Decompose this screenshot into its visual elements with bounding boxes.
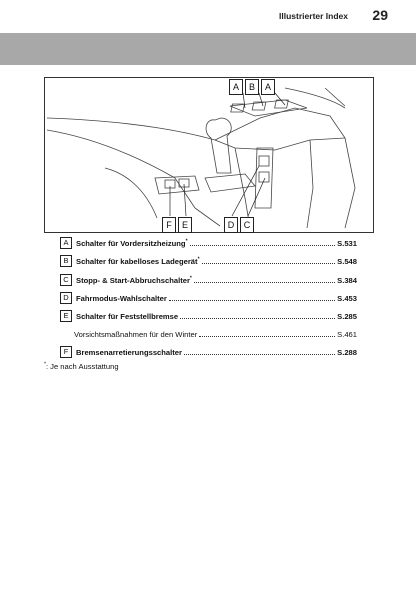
entry-letter: D	[60, 292, 72, 304]
leader-dots	[169, 299, 335, 301]
index-entry[interactable]	[60, 274, 357, 286]
callout-top-1: A	[229, 79, 243, 95]
index-entry[interactable]	[60, 255, 357, 267]
entry-label: Schalter für kabelloses Ladegerät	[76, 256, 198, 266]
index-entry[interactable]	[60, 346, 357, 358]
index-entry[interactable]	[60, 310, 357, 322]
footnote-marker: *	[189, 274, 192, 281]
section-band	[0, 33, 416, 65]
footnote-text: : Je nach Ausstattung	[45, 362, 119, 371]
footnote-marker: *	[44, 361, 46, 368]
callout-bottom-left-2: E	[178, 217, 192, 233]
entry-label: Schalter für Vordersitzheizung	[76, 238, 186, 248]
footnote	[44, 362, 119, 371]
leader-dots	[180, 317, 335, 319]
index-entry[interactable]	[60, 292, 357, 304]
leader-dots	[194, 281, 335, 283]
entry-page-ref[interactable]: S.384	[337, 275, 357, 285]
index-subentry[interactable]	[74, 328, 357, 340]
console-line-drawing	[45, 78, 375, 234]
entry-letter: F	[60, 346, 72, 358]
leader-dots	[184, 353, 335, 355]
entry-page-ref[interactable]: S.461	[337, 329, 357, 339]
entry-page-ref[interactable]: S.531	[337, 238, 357, 248]
center-console-illustration	[44, 77, 374, 233]
entry-label: Fahrmodus-Wahlschalter	[76, 293, 167, 303]
footnote-marker: *	[185, 237, 188, 244]
callout-bottom-left-1: F	[162, 217, 176, 233]
leader-dots	[190, 244, 336, 246]
leader-dots	[199, 335, 335, 337]
entry-page-ref[interactable]: S.453	[337, 293, 357, 303]
entry-page-ref[interactable]: S.288	[337, 347, 357, 357]
entry-letter: C	[60, 274, 72, 286]
callout-bottom-right-2: C	[240, 217, 254, 233]
entry-page-ref[interactable]: S.548	[337, 256, 357, 266]
entry-label: Schalter für Feststellbremse	[76, 311, 179, 321]
entry-letter: B	[60, 255, 72, 267]
callout-bottom-right-1: D	[224, 217, 238, 233]
page-number: 29	[372, 7, 388, 23]
section-title: Illustrierter Index	[279, 11, 348, 21]
entry-label: Vorsichtsmaßnahmen für den Winter	[74, 329, 198, 339]
entry-label: Stopp- & Start-Abbruchschalter	[76, 275, 190, 285]
entry-letter: E	[60, 310, 72, 322]
index-entry[interactable]	[60, 237, 357, 249]
leader-dots	[202, 262, 336, 264]
entry-letter: A	[60, 237, 72, 249]
entry-page-ref[interactable]: S.285	[337, 311, 357, 321]
entry-label: Bremsenarretierungsschalter	[76, 347, 182, 357]
callout-top-2: B	[245, 79, 259, 95]
callout-top-3: A	[261, 79, 275, 95]
footnote-marker: *	[197, 255, 200, 262]
